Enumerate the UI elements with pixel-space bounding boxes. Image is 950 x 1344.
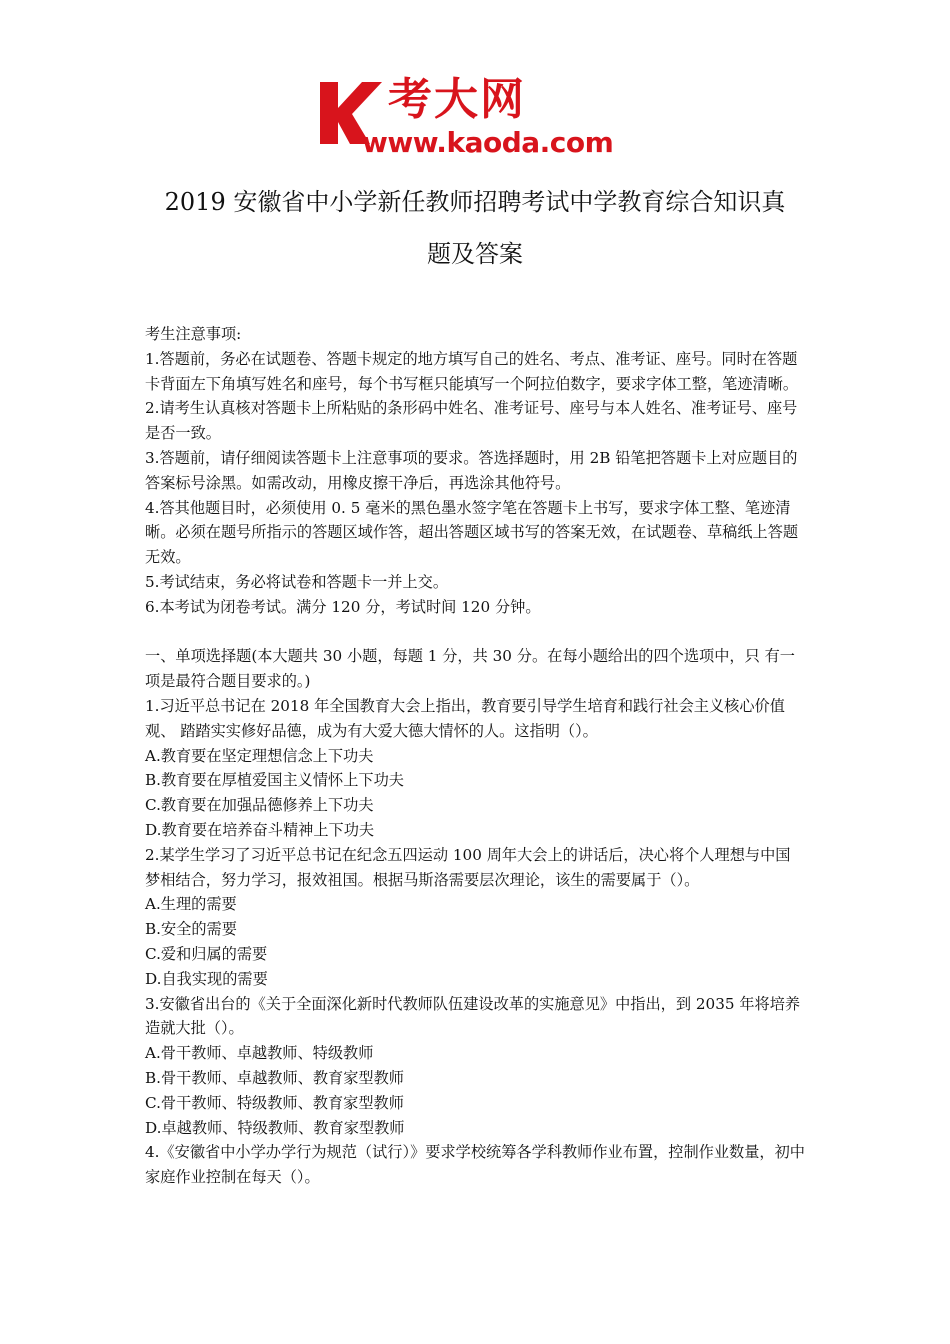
question-option: A.生理的需要 — [145, 895, 237, 914]
question-option: C.教育要在加强品德修养上下功夫 — [145, 796, 374, 815]
question-option: C.骨干教师、特级教师、教育家型教师 — [145, 1093, 404, 1112]
notice-item: 2.请考生认真核对答题卡上所粘贴的条形码中姓名、准考证号、座号与本人姓名、准考证号、座号是否一致。 — [145, 399, 798, 443]
logo-url-text: www.kaoda.com — [362, 126, 614, 159]
question-stem: 1.习近平总书记在 2018 年全国教育大会上指出，教育要引导学生培育和践行社会主义核心价值观、 踏踏实实修好品德，成为有大爱大德大情怀的人。这指明（）。 — [145, 696, 785, 740]
question-stem: 3.安徽省出台的《关于全面深化新时代教师队伍建设改革的实施意见》中指出，到 2035 年将培养 造就大批（）。 — [145, 994, 801, 1038]
question-stem: 4.《安徽省中小学办学行为规范（试行）》要求学校统筹各学科教师作业布置，控制作业数量，初中家庭作业控制在每天（）。 — [145, 1143, 805, 1187]
kaoda-logo — [318, 74, 638, 159]
question-option: D.自我实现的需要 — [145, 969, 268, 988]
notice-item: 3.答题前，请仔细阅读答题卡上注意事项的要求。答选择题时，用 2B 铅笔把答题卡上对应题目的答案标号涂黑。如需改动，用橡皮擦干净后，再选涂其他符号。 — [145, 448, 798, 492]
notice-heading: 考生注意事项: — [145, 325, 242, 343]
question-option: A.骨干教师、卓越教师、特级教师 — [145, 1044, 374, 1063]
title-line-1: 2019 安徽省中小学新任教师招聘考试中学教育综合知识真 — [164, 188, 786, 216]
question-option: B.骨干教师、卓越教师、教育家型教师 — [145, 1068, 404, 1087]
question-stem: 2.某学生学习了习近平总书记在纪念五四运动 100 周年大会上的讲话后，决心将个人理想与中国 梦相结合，努力学习，报效祖国。根据马斯洛需要层次理论，该生的需要属于（）。 — [145, 845, 791, 889]
logo-brand-text: 考大网 — [388, 74, 526, 125]
title-line-2: 题及答案 — [427, 240, 523, 268]
notice-item: 1.答题前，务必在试题卷、答题卡规定的地方填写自己的姓名、考点、准考证、座号。同时在答题卡背面左下角填写姓名和座号，每个书写框只能填写一个阿拉伯数字，要求字体工整，笔迹清晰。 — [145, 349, 799, 393]
question-option: B.安全的需要 — [145, 920, 237, 939]
notice-item: 6.本考试为闭卷考试。满分 120 分，考试时间 120 分钟。 — [145, 597, 541, 616]
section-heading: 一、单项选择题(本大题共 30 小题，每题 1 分，共 30 分。在每小题给出的四个选项中，只 有一项是最符合题目要求的。) — [145, 647, 795, 691]
question-option: C.爱和归属的需要 — [145, 944, 268, 963]
document-title — [130, 176, 820, 280]
question-option: D.教育要在培养奋斗精神上下功夫 — [145, 820, 375, 839]
question-option: B.教育要在厚植爱国主义情怀上下功夫 — [145, 771, 404, 790]
document-body — [145, 322, 809, 1190]
notice-item: 4.答其他题目时，必须使用 0. 5 毫米的黑色墨水签字笔在答题卡上书写，要求字体工整、笔迹清晰。必须在题号所指示的答题区域作答，超出答题区域书写的答案无效，在试题卷、草稿纸上答题无效。 — [145, 498, 799, 567]
question-option: A.教育要在坚定理想信念上下功夫 — [145, 746, 374, 765]
notice-item: 5.考试结束，务必将试卷和答题卡一并上交。 — [145, 572, 449, 591]
paragraph-gap — [145, 620, 809, 645]
question-option: D.卓越教师、特级教师、教育家型教师 — [145, 1118, 405, 1137]
